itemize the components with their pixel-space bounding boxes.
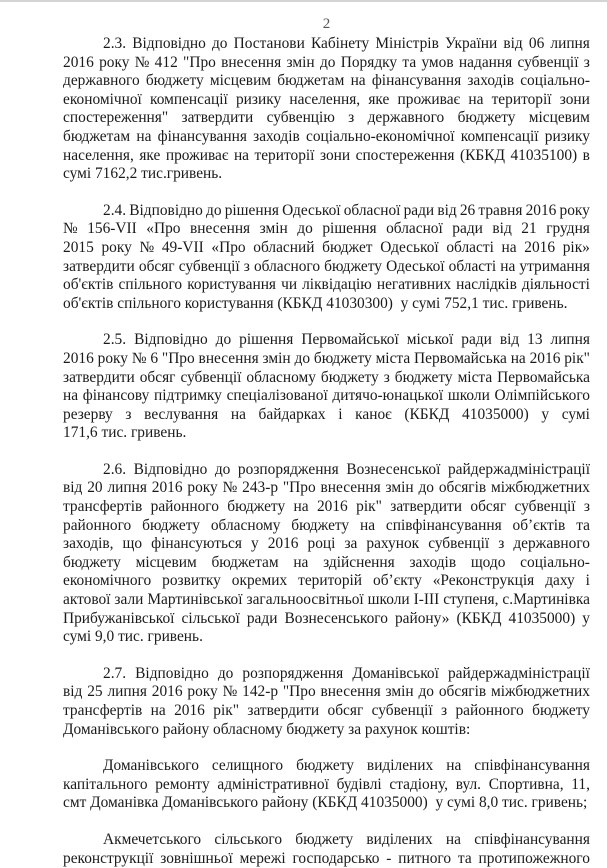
text-line: державного бюджету місцевим бюджетам на фінансування заходів соціально-: [63, 72, 590, 90]
text-line: економічної компенсації ризику населення, яке проживає на території зони: [63, 90, 590, 108]
text-line: сумі 7162,2 тис.гривень.: [63, 165, 223, 183]
text-line: № 156-VII «Про внесення змін до рішення обласної ради від 21 грудня: [63, 220, 590, 238]
text-line: Прибужанівської сільської ради Вознесенського району» (КБКД 41035000) у: [63, 609, 590, 627]
text-line: 2.5. Відповідно до рішення Первомайської міської ради від 13 липня: [103, 331, 590, 349]
text-line: 2016 року № 412 "Про внесення змін до Порядку та умов надання субвенції з: [63, 53, 590, 71]
paragraph-2-7: [63, 665, 590, 739]
text-line: 2.7. Відповідно до розпорядження Доманівської райдержадміністрації: [103, 664, 590, 682]
text-line: населення, яке проживає на території зони спостереження (КБКД 41035100) в: [63, 146, 590, 164]
text-line: Доманівського району обласному бюджету за рахунок коштів:: [63, 720, 471, 738]
page-top-border: [0, 0, 607, 2]
text-line: бюджетам на фінансування заходів соціально-економічної компенсації ризику: [63, 127, 590, 145]
paragraph-2-7-b: [63, 831, 590, 868]
text-line: 2.3. Відповідно до Постанови Кабінету Міністрів України від 06 липня: [103, 35, 590, 52]
text-line: від 25 липня 2016 року № 142-р "Про внесення змін до обсягів міжбюджетних: [63, 683, 590, 701]
text-line: капітального ремонту адміністративної будівлі стадіону, вул. Спортивна, 11,: [63, 775, 590, 793]
text-line: 2.6. Відповідно до розпорядження Вознесенської райдержадміністрації: [103, 460, 590, 478]
paragraph-2-3: [63, 35, 590, 184]
text-line: Доманівського селищного бюджету виділених на співфінансування: [103, 757, 590, 775]
text-line: бюджету місцевим бюджетам на здійснення заходів щодо соціально-: [63, 553, 590, 571]
text-line: 2015 року № 49-VII «Про обласний бюджет Одеської області на 2016 рік»: [63, 238, 590, 256]
paragraph-2-4: [63, 202, 590, 314]
text-line: актової зали Мартинівської загальноосвітньої школи І-ІІІ ступеня, с.Мартинівка: [63, 591, 590, 609]
text-line: смт Доманівка Доманівського району (КБКД 41035000) у сумі 8,0 тис. гривень;: [63, 794, 588, 812]
paragraph-2-6: [63, 461, 590, 647]
text-line: районного бюджету обласному бюджету на співфінансування об’єктів та: [63, 516, 590, 534]
text-line: затвердити обсяг субвенції обласному бюджету з бюджету міста Первомайська: [63, 368, 590, 386]
document-body: [63, 35, 590, 868]
text-line: від 20 липня 2016 року № 243-р "Про внесення змін до обсягів міжбюджетних: [63, 479, 590, 497]
text-line: об'єктів спільного користування (КБКД 41030300) у сумі 752,1 тис. гривень.: [63, 294, 568, 312]
text-line: 2.4. Відповідно до рішення Одеської обласної ради від 26 травня 2016 року: [103, 201, 590, 219]
text-line: спостереження" затвердити субвенцію з державного бюджету місцевим: [63, 109, 590, 127]
text-line: трансфертів районного бюджету на 2016 рік" затвердити обсяг субвенції з: [63, 498, 590, 516]
text-line: заходів, що фінансуються у 2016 році за рахунок субвенції з державного: [63, 535, 590, 553]
text-line: 2016 року № 6 "Про внесення змін до бюджету міста Первомайська на 2016 рік": [63, 349, 590, 367]
paragraph-2-7-a: [63, 757, 590, 813]
text-line: резерву з веслування на байдарках і каноє (КБКД 41035000) у сумі: [63, 405, 590, 423]
text-line: 171,6 тис. гривень.: [63, 424, 187, 442]
text-line: Акмечетського сільського бюджету виділених на співфінансування: [103, 830, 590, 848]
paragraph-2-5: [63, 331, 590, 443]
text-line: затвердити обсяг субвенції з обласного бюджету Одеської області на утримання: [63, 257, 590, 275]
text-line: на фінансову підтримку спеціалізованої дитячо-юнацької школи Олімпійського: [63, 387, 590, 405]
text-line: сумі 9,0 тис. гривень.: [63, 628, 203, 646]
text-line: реконструкції зовнішньої мережі господарсько - питного та протипожежного: [63, 849, 590, 867]
page-number: 2: [322, 16, 331, 32]
text-line: об'єктів спільного користування чи ліквідацію негативних наслідків діяльності: [63, 276, 590, 294]
text-line: економічного розвитку окремих територій об’єкту «Реконструкція даху і: [63, 572, 590, 590]
document-page: [63, 14, 590, 868]
text-line: трансфертів на 2016 рік" затвердити обсяг субвенції з районного бюджету: [63, 702, 590, 719]
